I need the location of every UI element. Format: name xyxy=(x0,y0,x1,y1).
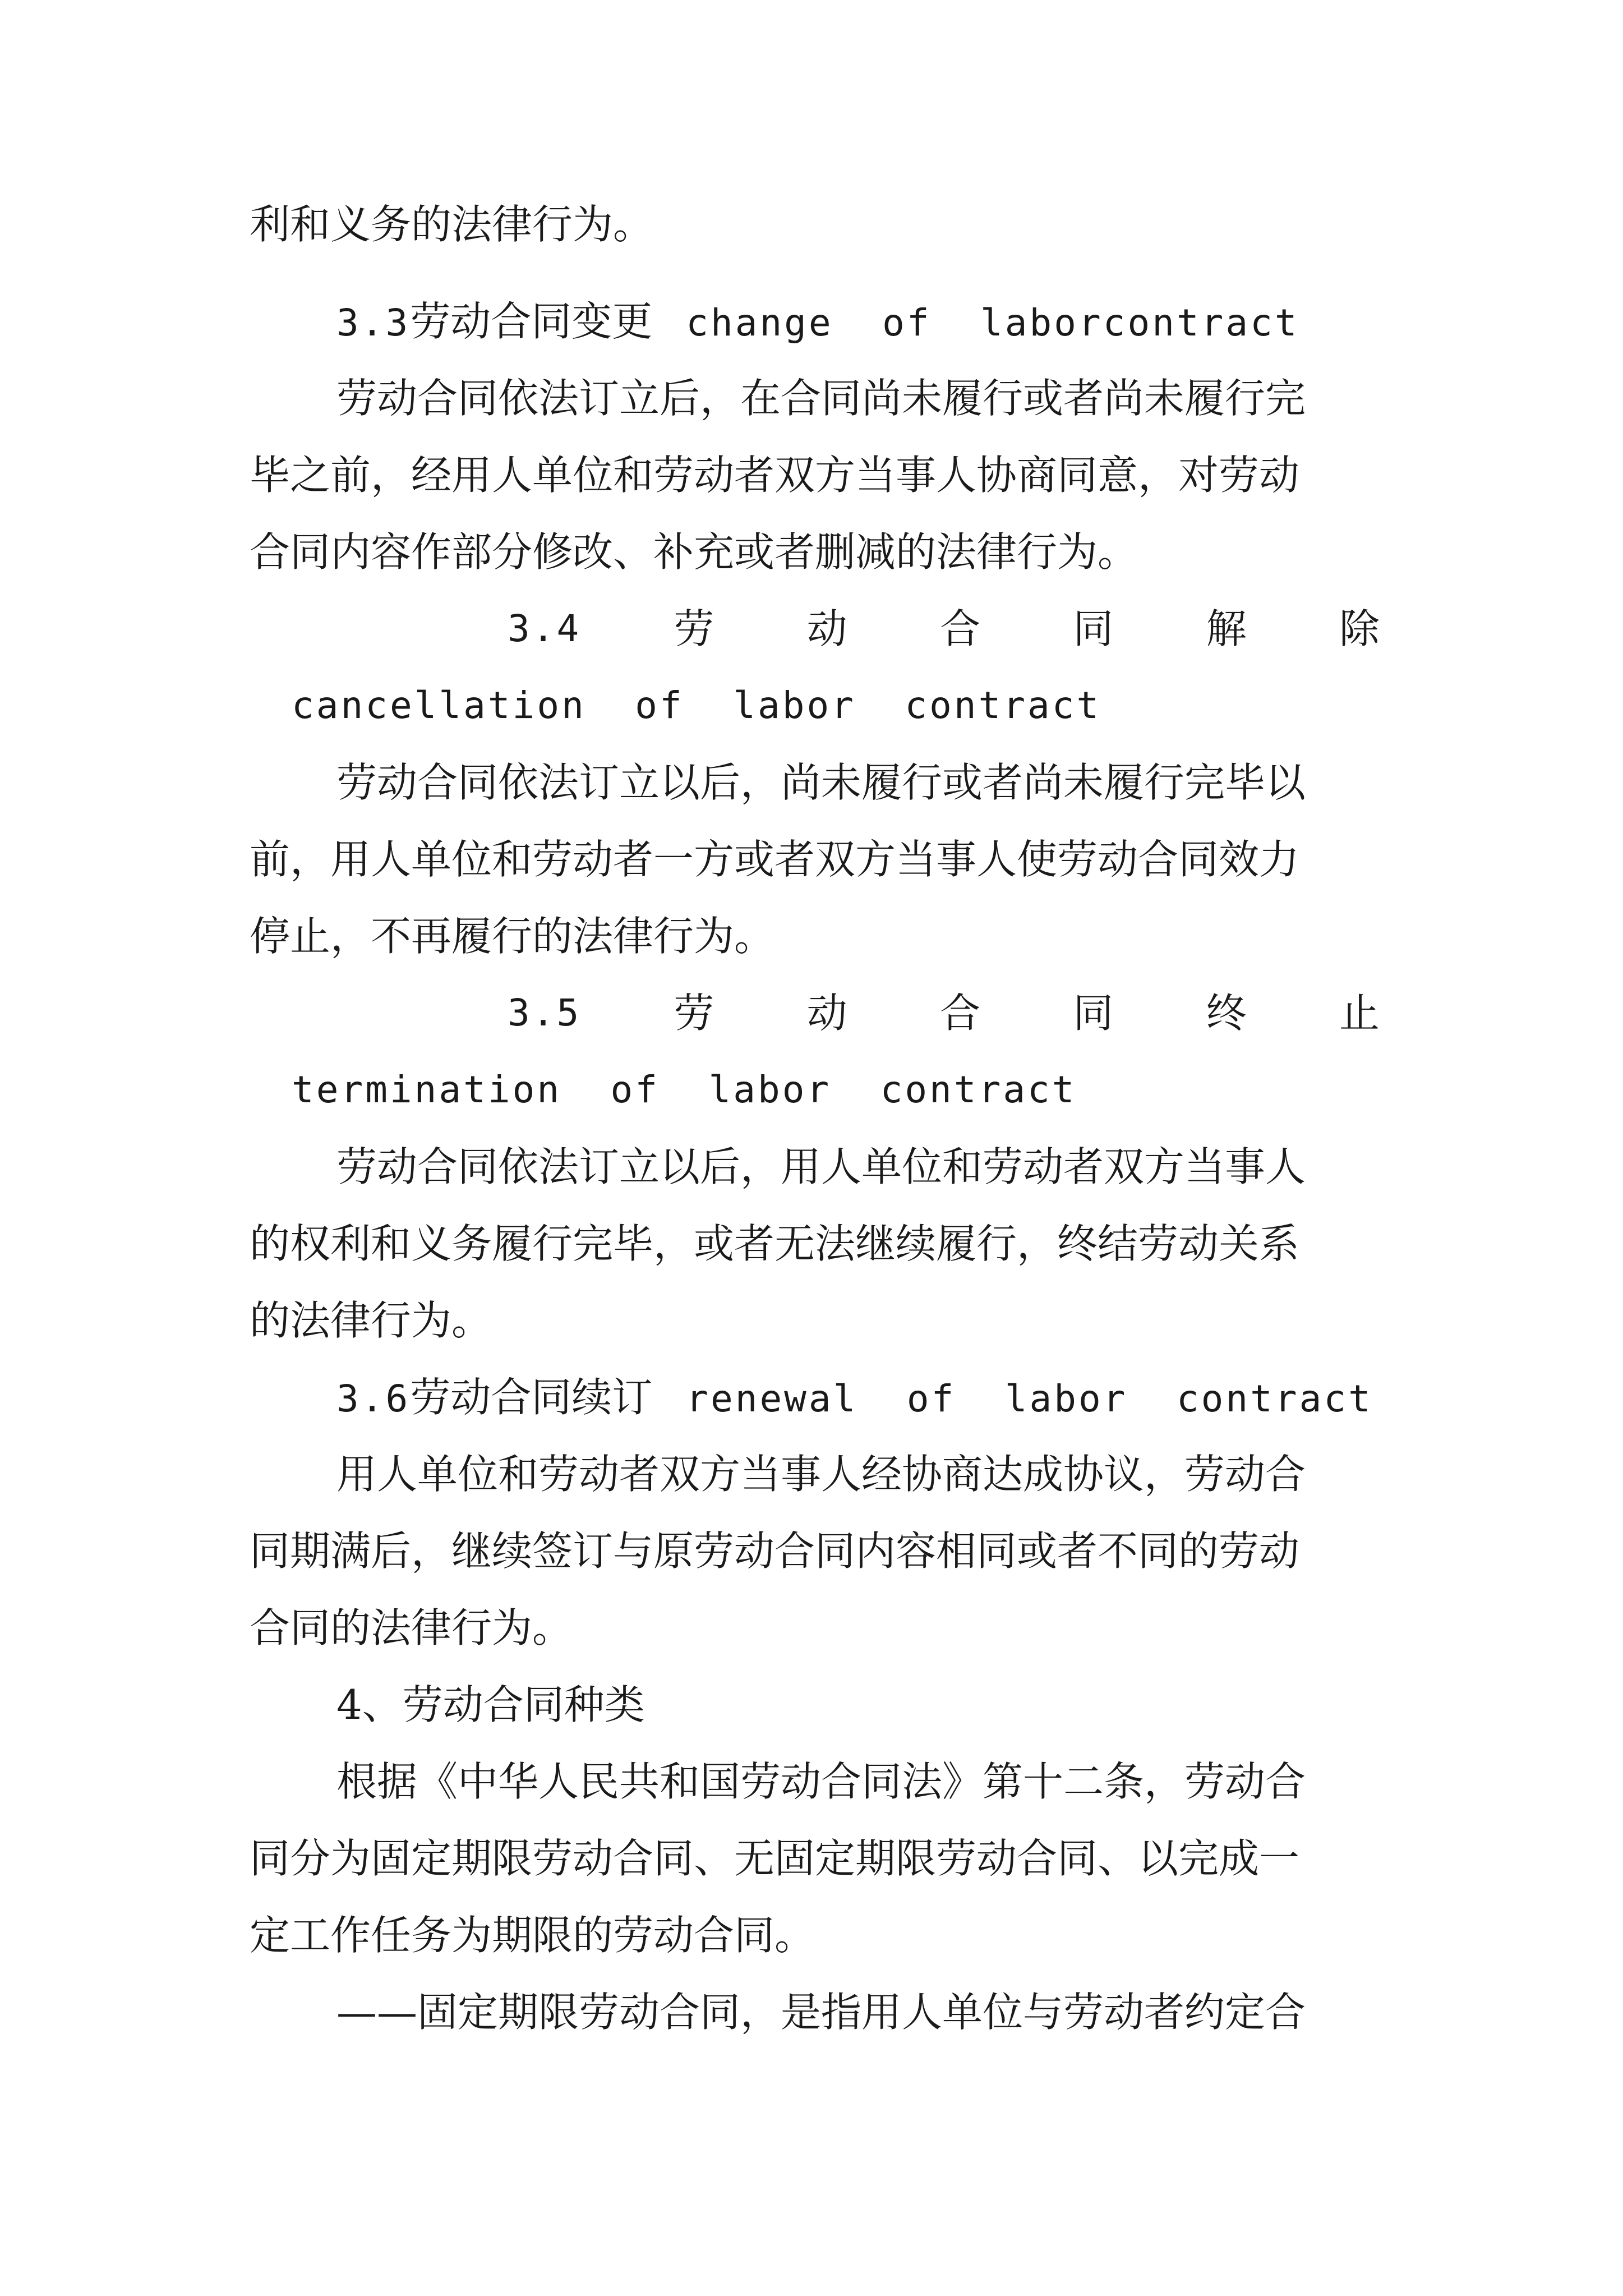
heading-char: 动 xyxy=(806,990,847,1037)
text-line: 停止，不再履行的法律行为。 xyxy=(250,913,775,960)
section-heading-3-6 xyxy=(336,1366,1380,1428)
text-line: 的权利和义务履行完毕，或者无法继续履行，终结劳动关系 xyxy=(250,1220,1300,1267)
section-heading-3-4 xyxy=(508,598,1380,660)
text-line: ——固定期限劳动合同，是指用人单位与劳动者约定合 xyxy=(336,1989,1306,2036)
text-line: 劳动合同依法订立后，在合同尚未履行或者尚未履行完 xyxy=(336,375,1306,422)
section-title-en: renewal of labor contract xyxy=(686,1377,1373,1420)
text-line: 利和义务的法律行为。 xyxy=(250,201,654,248)
heading-char: 同 xyxy=(1073,605,1114,652)
heading-char: 止 xyxy=(1339,990,1380,1037)
heading-char: 动 xyxy=(806,605,847,652)
heading-char: 终 xyxy=(1206,990,1247,1037)
text-line: 合同的法律行为。 xyxy=(250,1604,573,1651)
text-line: 定工作任务为期限的劳动合同。 xyxy=(250,1912,815,1959)
section-title: 劳动合同变更 xyxy=(410,298,653,345)
heading-char: 解 xyxy=(1206,605,1247,652)
section-number: 3.4 xyxy=(508,607,582,650)
heading-char: 合 xyxy=(940,605,981,652)
text-line: 同分为固定期限劳动合同、无固定期限劳动合同、以完成一 xyxy=(250,1835,1300,1882)
heading-char: 同 xyxy=(1073,990,1114,1037)
section-number: 3.3 xyxy=(336,301,411,344)
section-heading-3-3 xyxy=(336,291,1380,352)
heading-char: 合 xyxy=(940,990,981,1037)
section-heading-3-5 xyxy=(508,982,1380,1044)
text-line: 同期满后，继续签订与原劳动合同内容相同或者不同的劳动 xyxy=(250,1527,1300,1575)
text-line: 劳动合同依法订立以后，用人单位和劳动者双方当事人 xyxy=(336,1143,1306,1190)
text-line: 劳动合同依法订立以后，尚未履行或者尚未履行完毕以 xyxy=(336,759,1306,806)
section-number: 3.6 xyxy=(336,1377,411,1420)
heading-char: 劳 xyxy=(674,605,714,652)
text-line: 的法律行为。 xyxy=(250,1297,492,1344)
heading-char: 劳 xyxy=(674,990,714,1037)
text-line: 合同内容作部分修改、补充或者删减的法律行为。 xyxy=(250,528,1138,576)
section-title-en: termination of labor contract xyxy=(292,1068,1077,1111)
text-line: 根据《中华人民共和国劳动合同法》第十二条，劳动合 xyxy=(336,1758,1306,1805)
text-line: 毕之前，经用人单位和劳动者双方当事人协商同意，对劳动 xyxy=(250,452,1300,499)
section-title: 劳动合同续订 xyxy=(410,1374,653,1421)
text-line: 前，用人单位和劳动者一方或者双方当事人使劳动合同效力 xyxy=(250,836,1300,883)
section-number: 3.5 xyxy=(508,991,582,1034)
section-title-en: cancellation of labor contract xyxy=(292,684,1101,727)
section-heading-4: 4、劳动合同种类 xyxy=(336,1681,645,1728)
section-title-en: change of laborcontract xyxy=(686,301,1299,344)
heading-char: 除 xyxy=(1339,605,1380,652)
text-line: 用人单位和劳动者双方当事人经协商达成协议，劳动合 xyxy=(336,1451,1306,1498)
